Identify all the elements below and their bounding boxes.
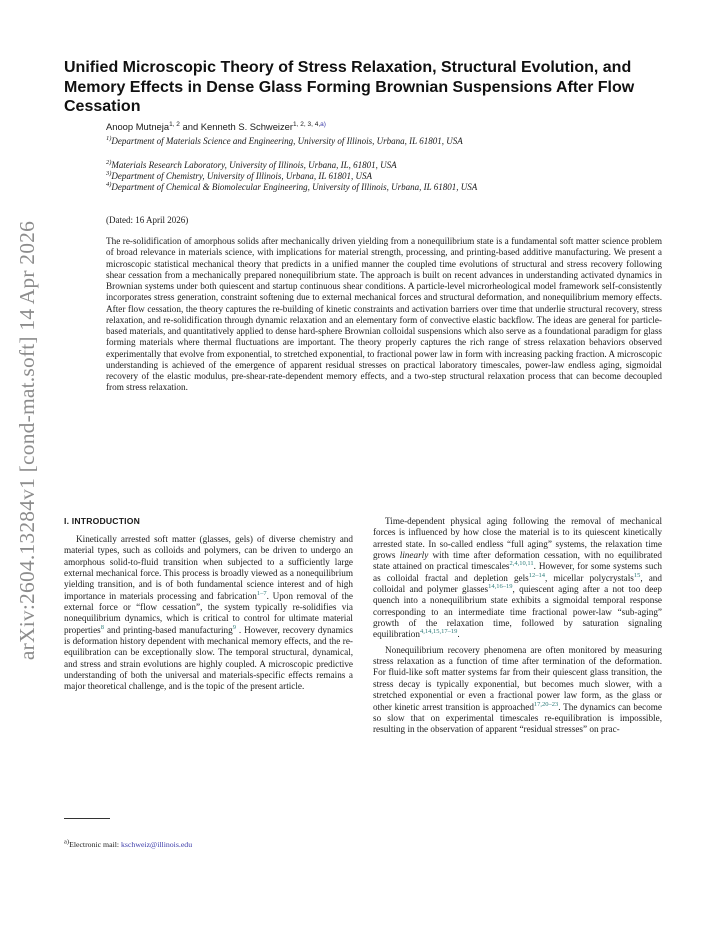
arxiv-sidebar-stamp — [8, 210, 48, 670]
paragraph — [64, 534, 353, 693]
affiliation — [106, 160, 626, 171]
paper-title: Unified Microscopic Theory of Stress Relaxation, Structural Evolution, and Memory Effects in Dense Glass Forming Brownian Suspensions After Flow Cessation — [64, 59, 635, 115]
affiliation-mark: 3) — [106, 170, 112, 177]
citation-link[interactable]: 4,14,15,17–19 — [419, 628, 458, 636]
text-run: . Upon removal of the external force or “flow cessation”, the system typically re-solidifies via nonequilibrium dynamics, which is critical to control for ultimate material properties — [64, 590, 353, 635]
text-run: Nonequilibrium recovery phenomena are often monitored by measuring stress relaxation as a function of time after termination of the deformation. For fluid-like soft matter systems far from their quiescent glass transition, the stress decay is typically exponential, but becomes much slower, with a stretched exponential or even a fractional power law form, as the glass or other kinetic arrest transition is approached — [373, 644, 662, 712]
author-affil-marks: 1, 2 — [169, 120, 180, 128]
footnote-label: Electronic mail: — [69, 840, 122, 849]
left-column — [64, 534, 353, 693]
affiliation — [106, 171, 626, 182]
emphasis: linearly — [399, 550, 429, 561]
footnote-divider — [64, 818, 110, 819]
email-link[interactable]: kschweiz@illinois.edu — [121, 840, 193, 849]
affiliation-mark: 1) — [106, 135, 112, 142]
citation-link[interactable]: 12–14 — [528, 571, 545, 579]
arxiv-identifier: arXiv:2604.13284v1 [cond-mat.soft] 14 Apr 2026 — [15, 220, 40, 660]
section-heading: I. INTRODUCTION — [64, 516, 141, 526]
text-run: . — [457, 629, 460, 640]
citation-link[interactable]: 17,20–23 — [533, 700, 559, 708]
right-column — [373, 516, 662, 736]
author-affil-marks: 1, 2, 3, 4, — [293, 120, 321, 128]
citation-link[interactable]: 2,4,10,11 — [509, 560, 534, 568]
text-run: , quiescent aging after a not too deep quench into a nonequilibrium state exhibits a sigmoidal temporal response corresponding to an intermediate time fractional power-law “sub-aging” growth of the relaxation time, followed by saturation signaling equilibration — [373, 584, 662, 640]
affiliation-text: Materials Research Laboratory, University of Illinois, Urbana, IL, 61801, USA — [111, 160, 397, 170]
text-run: . The dynamics can become so slow that on experimental timescales re-equilibration is impossible, resulting in the observation of apparent “residual stresses” on prac- — [373, 701, 663, 735]
author-footnote-link[interactable]: a) — [320, 120, 326, 128]
dated-line: (Dated: 16 April 2026) — [106, 215, 189, 225]
affiliation-text: Department of Materials Science and Engineering, University of Illinois, Urbana, IL 61801, USA — [111, 136, 463, 146]
footnote — [64, 840, 192, 849]
paragraph — [373, 645, 662, 736]
text-run: Kinetically arrested soft matter (glasses, gels) of diverse chemistry and material types, such as colloids and polymers, can be driven to undergo an amorphous solid-to-fluid transition when subjected to a sufficiently large external mechanical force. This process is broadly viewed as a nonequilibrium yielding transition, and is of both fundamental science interest and of high importance in materials processing and fabrication — [64, 534, 353, 601]
author-separator: and — [179, 121, 201, 132]
text-run: Time-dependent physical aging following the removal of mechanical forces is influenced by how close the material is to its quiescent kinetically arrested state. In so-called endless “full aging” systems, the relaxation time grows — [373, 516, 662, 561]
paragraph — [373, 516, 662, 641]
citation-link[interactable]: 9 — [232, 623, 236, 631]
footnote-mark: a) — [64, 838, 70, 846]
author-name: Anoop Mutneja — [106, 121, 170, 132]
citation-link[interactable]: 15 — [633, 571, 641, 579]
text-run: with time after deformation cessation, with no equilibrated state attained on practical timescales — [373, 550, 662, 572]
affiliation-mark: 4) — [106, 181, 112, 188]
affiliation — [106, 136, 626, 147]
author-line — [106, 121, 326, 132]
affiliation — [106, 182, 626, 193]
text-run: , and colloidal and polymer glasses — [373, 572, 662, 595]
affiliation-text: Department of Chemical & Biomolecular Engineering, University of Illinois, Urbana, IL 61801, USA — [111, 182, 478, 192]
citation-link[interactable]: 1–7 — [256, 589, 267, 597]
text-run: . However, recovery dynamics is deformation history dependent with mechanical memory effects, and the re-equilibration can be exceptionally slow. The temporal structural, dynamical, and stress and strain evolutions are highly coupled. A microscopic predictive understanding of both the universal and materials-specific effects remains a major theoretical challenge, and is the topic of the present article. — [64, 624, 353, 692]
affiliation-mark: 2) — [106, 159, 112, 166]
citation-link[interactable]: 8 — [100, 623, 104, 631]
text-run: and printing-based manufacturing — [104, 624, 233, 635]
abstract: The re-solidification of amorphous solids after mechanically driven yielding from a nonequilibrium state is a fundamental soft matter science problem of broad relevance in materials science, with implications for material strength, processing, and printing-based additive manufacturing. We present a microscopic statistical mechanical theory that predicts in a unified manner the coupled time evolutions of structural and stress recovery following shear cessation from a mechanically prepared nonequilibrium state. The approach is built on recent advances in understanding activated dynamics in Brownian systems under both quiescent and startup continuous shear conditions. A particle-level microrheological model framework self-consistently incorporates stress generation, constraint softening due to external mechanical forces and structural deformation, and nonequilibrium memory effects. After flow cessation, the theory captures the re-building of kinetic constraints and activation barriers over time that underlie structural recovery, stress relaxation, and re-solidification through dynamic relaxation and an elementary form of convective elastic backflow. The ideas are general for particle-based materials, and quantitatively applied to dense hard-sphere Brownian colloidal suspensions which also serve as a foundational paradigm for glass forming materials where thermal fluctuations are important. The theory properly captures the rich range of stress relaxation behaviors observed experimentally that evolve from exponential, to stretched exponential, to fractional power law in form with increasing packing fraction. A microscopic understanding is achieved of the emergence of apparent residual stresses on practical laboratory timescales, power-law endless aging, sigmoidal recovery of the elastic modulus, pre-shear-rate-dependent memory effects, and a two-step structural relaxation process that can become decoupled from stress relaxation. — [106, 236, 662, 393]
author-name: Kenneth S. Schweizer — [200, 121, 294, 132]
text-run: , micellar polycrystals — [545, 572, 634, 583]
text-run: . However, for some systems such as colloidal fractal and depletion gels — [373, 561, 662, 583]
affiliation-text: Department of Chemistry, University of Illinois, Urbana, IL 61801, USA — [111, 171, 372, 181]
citation-link[interactable]: 14,16–19 — [488, 583, 513, 590]
